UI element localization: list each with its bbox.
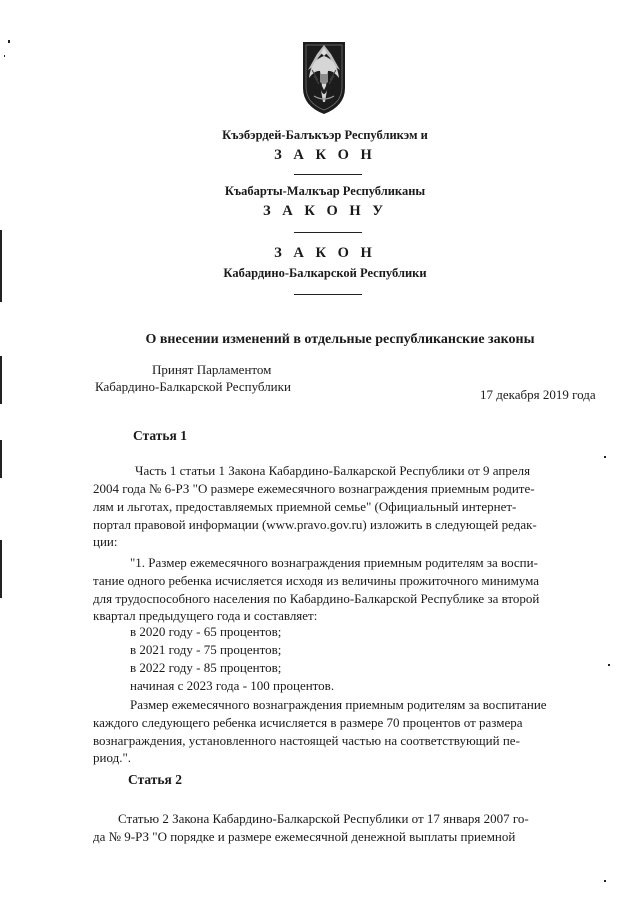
scan-artifact bbox=[8, 40, 10, 43]
article-1-text-line: 2004 года № 6-РЗ "О размере ежемесячного вознаграждения приемным родите- bbox=[93, 481, 535, 496]
article-1-heading: Статья 1 bbox=[133, 428, 187, 443]
header-kabardian-name: Къэбэрдей-Балъкъэр Республикэм и bbox=[222, 128, 428, 142]
article-2-text-line: да № 9-РЗ "О порядке и размере ежемесячной денежной выплаты приемной bbox=[93, 829, 516, 844]
scan-artifact bbox=[0, 540, 2, 598]
header-balkar-name: Къабарты-Малкъар Республиканы bbox=[224, 184, 426, 198]
document-title: О внесении изменений в отдельные республиканские законы bbox=[145, 332, 535, 347]
article-1-quote-line: квартал предыдущего года и составляет: bbox=[93, 608, 318, 623]
adoption-line: Принят Парламентом bbox=[152, 362, 272, 377]
header-divider bbox=[294, 174, 362, 175]
header-russian-law: З А К О Н bbox=[274, 245, 376, 261]
header-russian-name: Кабардино-Балкарской Республики bbox=[223, 266, 427, 280]
rate-list-item: в 2022 году - 85 процентов; bbox=[130, 660, 282, 675]
article-1-tail-line: риод.". bbox=[93, 750, 132, 765]
rate-list-item: в 2021 году - 75 процентов; bbox=[130, 642, 282, 657]
scan-artifact bbox=[604, 880, 606, 882]
header-divider bbox=[294, 232, 362, 233]
article-1-quote-line: тание одного ребенка исчисляется исходя из величины прожиточного минимума bbox=[93, 573, 540, 588]
article-1-text-line: лям и льготах, предоставляемых приемной семье" (Официальный интернет- bbox=[93, 499, 517, 514]
article-1-tail-line: вознаграждения, установленного настоящей частью на соответствующий пе- bbox=[93, 733, 520, 748]
rate-list-item: в 2020 году - 65 процентов; bbox=[130, 624, 282, 639]
adoption-line: Кабардино-Балкарской Республики bbox=[95, 379, 291, 394]
scan-artifact bbox=[604, 456, 606, 458]
article-1-tail-line: Размер ежемесячного вознаграждения приемным родителям за воспитание bbox=[130, 697, 547, 712]
rate-list-item: начиная с 2023 года - 100 процентов. bbox=[130, 678, 335, 693]
scan-artifact bbox=[0, 440, 2, 478]
scan-artifact bbox=[608, 664, 610, 666]
scan-artifact bbox=[0, 356, 2, 404]
article-2-heading: Статья 2 bbox=[128, 772, 182, 787]
header-kabardian-law: З А К О Н bbox=[274, 147, 376, 163]
article-1-quote-line: для трудоспособного населения по Кабардино-Балкарской Республике за второй bbox=[93, 591, 540, 606]
article-2-text-line: Статью 2 Закона Кабардино-Балкарской Республики от 17 января 2007 го- bbox=[118, 811, 529, 826]
article-1-text-line: портал правовой информации (www.pravo.gov.ru) изложить в следующей редак- bbox=[93, 517, 537, 532]
header-divider bbox=[294, 294, 362, 295]
scan-artifact bbox=[0, 230, 2, 302]
scan-artifact bbox=[4, 55, 5, 57]
article-1-text-line: Часть 1 статьи 1 Закона Кабардино-Балкарской Республики от 9 апреля bbox=[135, 463, 531, 478]
article-1-tail-line: каждого следующего ребенка исчисляется в размере 70 процентов от размера bbox=[93, 715, 523, 730]
coat-of-arms-emblem bbox=[300, 40, 348, 116]
article-1-quote-line: "1. Размер ежемесячного вознаграждения приемным родителям за воспи- bbox=[130, 555, 538, 570]
header-balkar-law: З А К О Н У bbox=[263, 203, 387, 219]
adoption-date: 17 декабря 2019 года bbox=[480, 387, 596, 402]
article-1-text-line: ции: bbox=[93, 534, 118, 549]
